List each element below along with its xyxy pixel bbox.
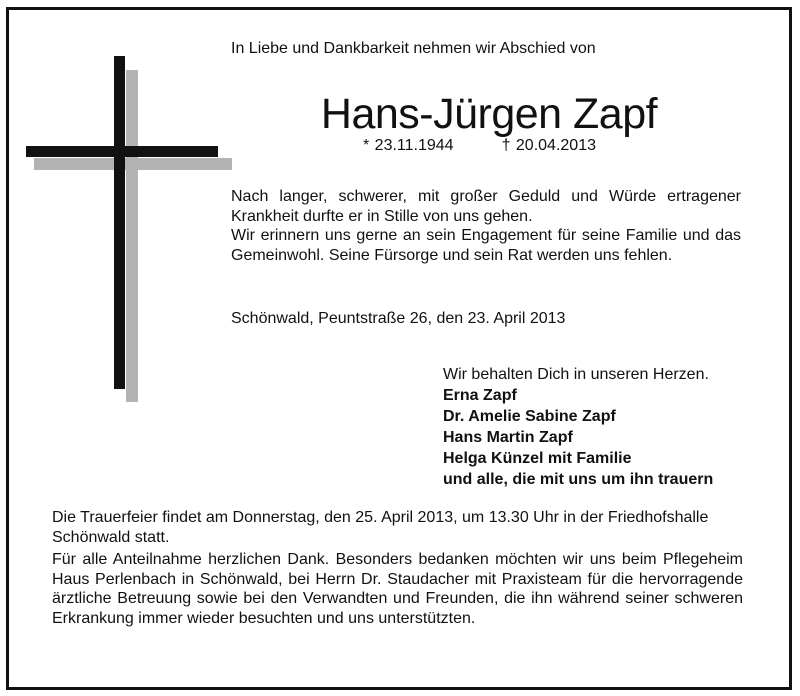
family-intro: Wir behalten Dich in unseren Herzen. xyxy=(443,366,709,383)
intro-line: In Liebe und Dankbarkeit nehmen wir Abschied von xyxy=(231,40,596,57)
tribute-paragraph: Wir erinnern uns gerne an sein Engagement für seine Familie und das Gemeinwohl. Seine Fürsorge und sein Rat werden uns fehlen. xyxy=(231,227,741,264)
cross-shadow-vertical xyxy=(126,70,138,402)
place-and-date: Schönwald, Peuntstraße 26, den 23. April 2013 xyxy=(231,310,566,327)
mourner-name: und alle, die mit uns um ihn trauern xyxy=(443,471,714,488)
cross-horizontal xyxy=(26,146,218,157)
funeral-info: Die Trauerfeier findet am Donnerstag, den 25. April 2013, um 13.30 Uhr in der Friedhofshalle Schönwald statt. xyxy=(52,509,709,546)
cross-vertical xyxy=(114,56,125,389)
footer-text xyxy=(52,508,743,631)
death-date: † 20.04.2013 xyxy=(501,137,596,154)
mourner-name: Dr. Amelie Sabine Zapf xyxy=(443,408,616,425)
deceased-name: Hans-Jürgen Zapf xyxy=(320,90,658,138)
tribute-paragraph: Nach langer, schwerer, mit großer Geduld und Würde ertragener Krankheit durfte er in Stille von uns gehen. xyxy=(231,188,741,225)
tribute-text xyxy=(231,187,741,265)
birth-date: * 23.11.1944 xyxy=(363,137,454,154)
thanks-text: Für alle Anteilnahme herzlichen Dank. Besonders bedanken möchten wir uns beim Pflegeheim Haus Perlenbach in Schönwald, bei Herrn Dr. Staudacher mit Praxisteam für die hervorragende ärztliche Betreuung sowie bei den Verwandten und Freunden, die ihn während seiner schweren Erkrankung immer wieder besuchten und uns unterstützten. xyxy=(52,551,743,627)
mourners-block xyxy=(443,364,713,490)
cross-shadow-horizontal xyxy=(34,158,232,170)
mourner-name: Hans Martin Zapf xyxy=(443,429,573,446)
mourner-name: Helga Künzel mit Familie xyxy=(443,450,632,467)
life-dates xyxy=(363,137,596,155)
mourner-name: Erna Zapf xyxy=(443,387,517,404)
